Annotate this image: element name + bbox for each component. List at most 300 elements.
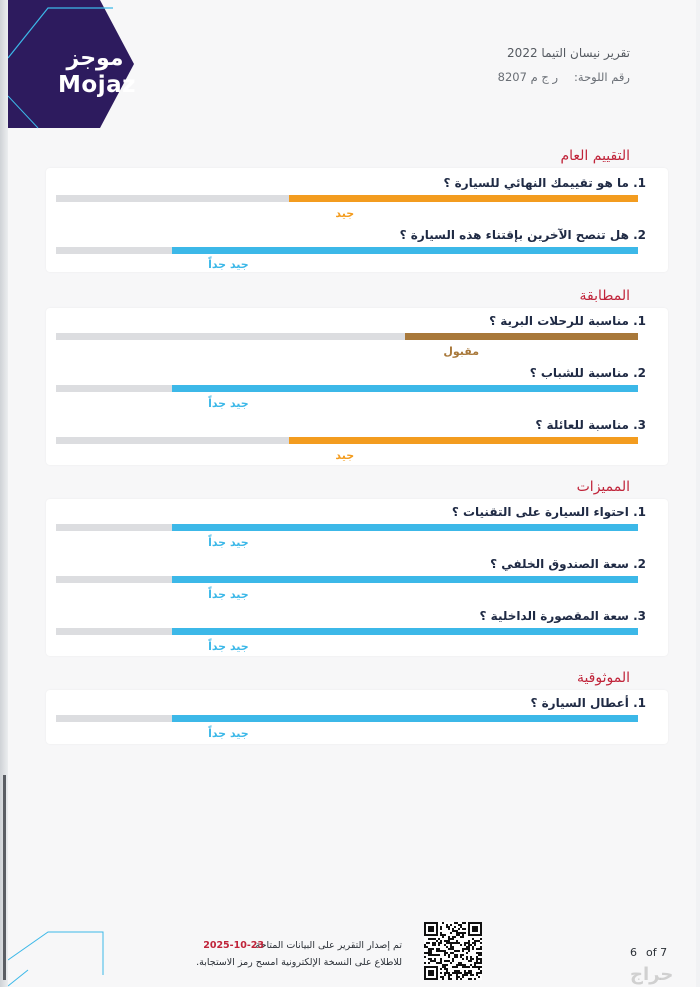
qr-module (452, 942, 454, 944)
report-title: تقرير نيسان التيما 2022 (507, 46, 630, 60)
rating-value: جيد جداً (208, 727, 249, 740)
qr-module (472, 942, 474, 944)
qr-module (452, 958, 454, 960)
qr-module (462, 958, 464, 960)
qr-module (432, 954, 434, 956)
qr-module (456, 976, 458, 978)
section-card-suitability (46, 308, 668, 465)
qr-module (446, 968, 448, 970)
question-label: 2. مناسبة للشباب ؟ (529, 366, 646, 380)
footer-date: 2025-10-23 (203, 940, 264, 951)
qr-module (450, 938, 452, 940)
qr-module (478, 958, 480, 960)
qr-module (456, 934, 458, 936)
qr-module (448, 936, 450, 938)
qr-module (456, 954, 458, 956)
qr-module (464, 944, 466, 946)
qr-module (436, 948, 438, 950)
qr-module (468, 948, 470, 950)
qr-module (456, 930, 458, 932)
qr-module (446, 926, 448, 928)
page-total: of 7 (646, 946, 668, 959)
qr-module (438, 938, 440, 940)
footer-scan-note: للاطلاع على النسخة الإلكترونية امسح رمز الاستجابة. (196, 957, 402, 968)
qr-module (478, 966, 480, 968)
corner-decoration-icon (8, 930, 118, 987)
section-card-overall (46, 168, 668, 272)
qr-module (430, 954, 432, 956)
report-page (8, 0, 696, 987)
rating-track (56, 628, 638, 635)
rating-track (56, 715, 638, 722)
rating-track (56, 333, 638, 340)
qr-module (468, 966, 470, 968)
qr-module (480, 960, 482, 962)
rating-value: جيد (335, 449, 355, 462)
qr-module (444, 968, 446, 970)
qr-module (456, 956, 458, 958)
section-title-overall: التقييم العام (560, 148, 630, 164)
qr-module (462, 954, 464, 956)
logo-english-text: Mojaz (58, 72, 136, 98)
qr-module (440, 950, 442, 952)
qr-module (442, 950, 444, 952)
qr-module (480, 938, 482, 940)
qr-module (454, 970, 456, 972)
rating-bar (172, 524, 638, 531)
qr-module (452, 952, 454, 954)
qr-module (476, 966, 478, 968)
qr-module (454, 956, 456, 958)
qr-module (456, 974, 458, 976)
rating-bar (172, 576, 638, 583)
qr-module (474, 964, 476, 966)
qr-module (440, 928, 442, 930)
qr-module (436, 954, 438, 956)
qr-module (446, 970, 448, 972)
rating-track (56, 247, 638, 254)
qr-module (424, 952, 426, 954)
qr-module (462, 932, 464, 934)
qr-module (452, 960, 454, 962)
qr-module (464, 970, 466, 972)
qr-module (432, 938, 434, 940)
qr-module (468, 942, 470, 944)
qr-module (446, 942, 448, 944)
qr-module (454, 954, 456, 956)
question-label: 1. ما هو تقييمك النهائي للسيارة ؟ (443, 176, 646, 190)
qr-module (458, 942, 460, 944)
qr-module (424, 946, 426, 948)
qr-module (448, 940, 450, 942)
qr-module (440, 968, 442, 970)
qr-module (464, 922, 466, 924)
qr-module (462, 966, 464, 968)
qr-module (446, 952, 448, 954)
qr-module (466, 948, 468, 950)
qr-module (470, 964, 472, 966)
qr-module (454, 926, 456, 928)
qr-module (462, 964, 464, 966)
qr-module (440, 960, 442, 962)
qr-module (434, 958, 436, 960)
qr-module (426, 952, 428, 954)
qr-module (476, 952, 478, 954)
qr-module (468, 978, 470, 980)
qr-module (450, 942, 452, 944)
qr-module (472, 974, 474, 976)
qr-module (478, 962, 480, 964)
qr-module (466, 942, 468, 944)
qr-module (450, 952, 452, 954)
qr-module (462, 974, 464, 976)
qr-module (440, 934, 442, 936)
qr-module (434, 938, 436, 940)
qr-module (430, 950, 432, 952)
qr-module (470, 978, 472, 980)
qr-module (428, 948, 430, 950)
qr-module (462, 934, 464, 936)
qr-module (428, 942, 430, 944)
qr-module (476, 948, 478, 950)
qr-module (456, 972, 458, 974)
qr-module (452, 936, 454, 938)
qr-module (460, 964, 462, 966)
qr-module (478, 940, 480, 942)
qr-module (458, 950, 460, 952)
qr-module (460, 944, 462, 946)
rating-value: جيد جداً (208, 536, 249, 549)
qr-module (470, 958, 472, 960)
qr-module (438, 962, 440, 964)
qr-module (428, 958, 430, 960)
qr-module (448, 928, 450, 930)
qr-module (454, 942, 456, 944)
qr-module (440, 976, 442, 978)
qr-module (472, 958, 474, 960)
qr-module (440, 972, 442, 974)
qr-module (424, 956, 426, 958)
qr-module (480, 946, 482, 948)
qr-module (460, 954, 462, 956)
qr-module (428, 962, 430, 964)
qr-module (468, 946, 470, 948)
qr-module (456, 970, 458, 972)
qr-module (456, 922, 458, 924)
qr-module (458, 934, 460, 936)
qr-module (458, 924, 460, 926)
qr-module (440, 940, 442, 942)
qr-module (432, 960, 434, 962)
qr-module (438, 948, 440, 950)
qr-module (430, 952, 432, 954)
qr-module (428, 938, 430, 940)
qr-module (480, 954, 482, 956)
rating-value: مقبول (443, 345, 480, 358)
section-title-features: المميزات (576, 479, 630, 495)
qr-module (454, 950, 456, 952)
question-label: 1. مناسبة للرحلات البرية ؟ (489, 314, 646, 328)
qr-module (456, 950, 458, 952)
qr-module (478, 948, 480, 950)
qr-module (448, 978, 450, 980)
qr-module (462, 922, 464, 924)
qr-module (448, 954, 450, 956)
qr-module (464, 942, 466, 944)
qr-module (472, 948, 474, 950)
qr-module (476, 956, 478, 958)
rating-value: جيد جداً (208, 258, 249, 271)
qr-module (448, 960, 450, 962)
qr-module (434, 960, 436, 962)
qr-module (438, 944, 440, 946)
qr-module (464, 928, 466, 930)
question-label: 1. احتواء السيارة على التقنيات ؟ (451, 505, 646, 519)
qr-module (460, 972, 462, 974)
question-label: 2. هل تنصح الآخرين بإقتناء هذه السيارة ؟ (399, 228, 646, 242)
qr-module (426, 942, 428, 944)
rating-track (56, 195, 638, 202)
qr-module (478, 972, 480, 974)
qr-module (464, 964, 466, 966)
qr-module (464, 966, 466, 968)
qr-module (472, 946, 474, 948)
section-title-reliability: الموثوقية (576, 670, 630, 686)
qr-module (444, 972, 446, 974)
rating-bar (172, 385, 638, 392)
qr-module (468, 940, 470, 942)
qr-module (470, 960, 472, 962)
qr-module (466, 952, 468, 954)
qr-module (470, 972, 472, 974)
qr-code-icon[interactable] (424, 922, 482, 980)
qr-module (450, 946, 452, 948)
qr-module (442, 934, 444, 936)
qr-module (450, 978, 452, 980)
rating-track (56, 437, 638, 444)
qr-module (440, 932, 442, 934)
qr-module (450, 974, 452, 976)
qr-module (476, 958, 478, 960)
qr-module (454, 930, 456, 932)
qr-module (446, 940, 448, 942)
qr-module (432, 944, 434, 946)
qr-module (448, 974, 450, 976)
qr-module (480, 972, 482, 974)
qr-module (428, 950, 430, 952)
section-card-features (46, 499, 668, 656)
qr-module (474, 978, 476, 980)
qr-module (474, 966, 476, 968)
qr-module (442, 922, 444, 924)
qr-module (480, 962, 482, 964)
qr-module (456, 966, 458, 968)
qr-module (468, 960, 470, 962)
qr-module (446, 972, 448, 974)
qr-module (456, 978, 458, 980)
qr-module (450, 932, 452, 934)
qr-module (430, 938, 432, 940)
qr-module (464, 932, 466, 934)
qr-module (450, 948, 452, 950)
qr-module (458, 928, 460, 930)
qr-module (460, 978, 462, 980)
rating-bar (172, 247, 638, 254)
qr-module (470, 956, 472, 958)
qr-module (476, 962, 478, 964)
qr-module (448, 976, 450, 978)
rating-bar (289, 437, 638, 444)
qr-module (446, 924, 448, 926)
qr-module (444, 934, 446, 936)
section-card-reliability (46, 690, 668, 744)
qr-module (442, 978, 444, 980)
qr-module (468, 972, 470, 974)
qr-module (434, 954, 436, 956)
qr-module (476, 974, 478, 976)
footer-issued-text: تم إصدار التقرير على البيانات المتاحة (255, 940, 402, 951)
qr-module (452, 972, 454, 974)
qr-module (430, 948, 432, 950)
mojaz-logo (8, 0, 148, 135)
qr-module (480, 948, 482, 950)
qr-module (480, 970, 482, 972)
qr-module (448, 972, 450, 974)
qr-module (452, 930, 454, 932)
qr-module (448, 926, 450, 928)
qr-module (428, 970, 434, 976)
rating-value: جيد (335, 207, 355, 220)
qr-module (454, 972, 456, 974)
qr-module (474, 962, 476, 964)
qr-module (478, 952, 480, 954)
qr-module (476, 940, 478, 942)
qr-module (454, 936, 456, 938)
logo-arabic-text: موجز (66, 46, 124, 71)
qr-module (442, 976, 444, 978)
qr-module (466, 956, 468, 958)
page-number: 6 (630, 946, 637, 959)
rating-value: جيد جداً (208, 588, 249, 601)
qr-module (478, 976, 480, 978)
qr-module (480, 942, 482, 944)
qr-module (446, 946, 448, 948)
qr-module (462, 950, 464, 952)
qr-module (470, 970, 472, 972)
qr-module (478, 968, 480, 970)
qr-module (452, 966, 454, 968)
qr-module (454, 922, 456, 924)
qr-module (428, 926, 434, 932)
qr-module (452, 938, 454, 940)
qr-module (444, 960, 446, 962)
rating-bar (405, 333, 638, 340)
qr-module (462, 948, 464, 950)
rating-bar (172, 628, 638, 635)
rating-bar (289, 195, 638, 202)
qr-module (432, 942, 434, 944)
qr-module (458, 972, 460, 974)
qr-module (474, 940, 476, 942)
plate-label: رقم اللوحة: (574, 70, 630, 84)
rating-track (56, 524, 638, 531)
qr-module (454, 966, 456, 968)
qr-pattern (424, 922, 482, 980)
qr-module (468, 944, 470, 946)
scrollbar[interactable] (3, 775, 6, 980)
qr-module (456, 942, 458, 944)
qr-module (442, 964, 444, 966)
qr-module (436, 950, 438, 952)
qr-module (444, 974, 446, 976)
qr-module (452, 928, 454, 930)
qr-module (480, 958, 482, 960)
qr-module (458, 932, 460, 934)
rating-track (56, 576, 638, 583)
qr-module (450, 944, 452, 946)
qr-module (478, 954, 480, 956)
qr-module (434, 944, 436, 946)
qr-module (460, 924, 462, 926)
qr-module (430, 960, 432, 962)
qr-module (450, 962, 452, 964)
qr-module (470, 974, 472, 976)
qr-module (444, 952, 446, 954)
qr-module (444, 940, 446, 942)
qr-module (466, 972, 468, 974)
qr-module (466, 958, 468, 960)
rating-value: جيد جداً (208, 397, 249, 410)
question-label: 3. مناسبة للعائلة ؟ (535, 418, 646, 432)
qr-module (444, 950, 446, 952)
qr-module (444, 966, 446, 968)
qr-module (472, 926, 478, 932)
qr-module (458, 962, 460, 964)
qr-module (444, 964, 446, 966)
qr-module (460, 962, 462, 964)
qr-module (458, 976, 460, 978)
qr-module (458, 970, 460, 972)
qr-module (472, 966, 474, 968)
qr-module (430, 958, 432, 960)
qr-module (424, 944, 426, 946)
page-left-edge (0, 0, 8, 987)
qr-module (464, 974, 466, 976)
qr-module (442, 936, 444, 938)
rating-value: جيد جداً (208, 640, 249, 653)
qr-module (460, 932, 462, 934)
qr-module (428, 954, 430, 956)
qr-module (428, 952, 430, 954)
qr-module (448, 948, 450, 950)
qr-module (450, 924, 452, 926)
watermark: حراج (630, 964, 674, 985)
qr-module (476, 960, 478, 962)
qr-module (464, 972, 466, 974)
qr-module (468, 970, 470, 972)
rating-track (56, 385, 638, 392)
section-title-suitability: المطابقة (579, 288, 630, 304)
rating-bar (172, 715, 638, 722)
qr-module (446, 964, 448, 966)
qr-module (480, 952, 482, 954)
qr-module (438, 942, 440, 944)
qr-module (460, 936, 462, 938)
qr-module (472, 938, 474, 940)
qr-module (436, 940, 438, 942)
qr-module (436, 962, 438, 964)
qr-module (462, 936, 464, 938)
